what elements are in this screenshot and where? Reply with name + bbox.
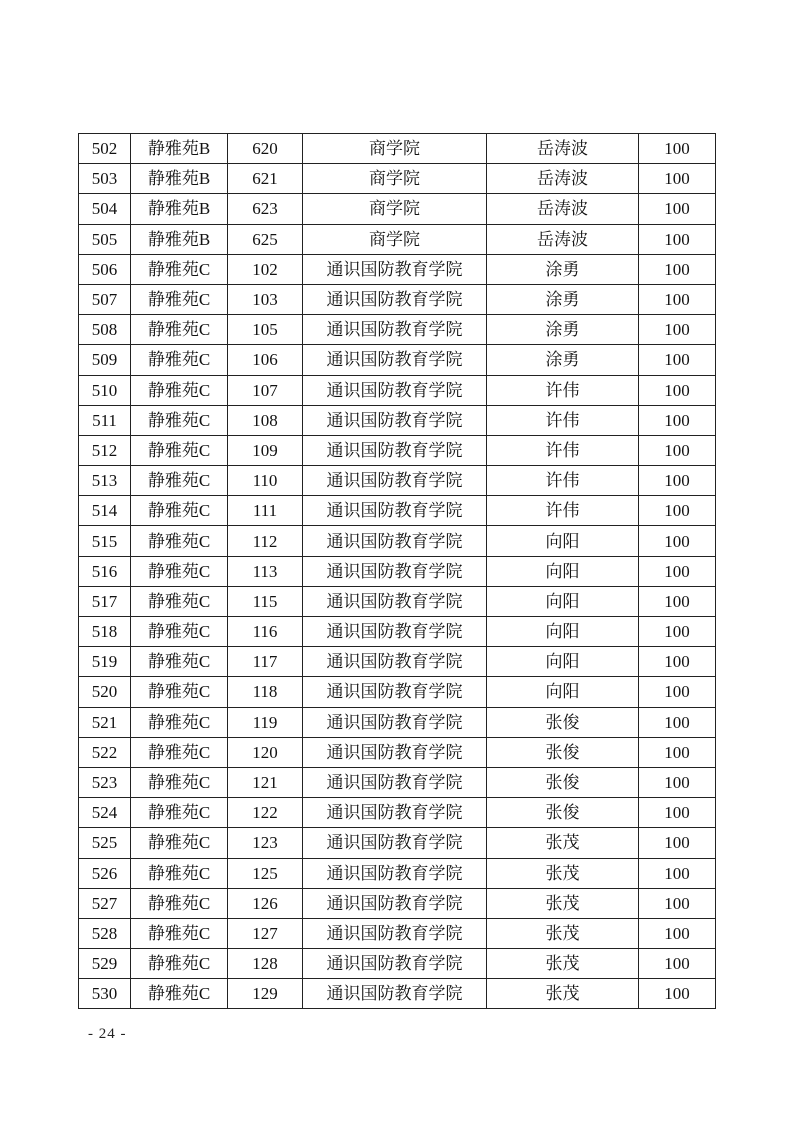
person-cell: 涂勇 <box>487 254 639 284</box>
college-cell: 通识国防教育学院 <box>303 647 487 677</box>
building-cell: 静雅苑C <box>131 526 228 556</box>
row-number-cell: 528 <box>79 918 131 948</box>
college-cell: 通识国防教育学院 <box>303 345 487 375</box>
person-cell: 许伟 <box>487 405 639 435</box>
college-cell: 通识国防教育学院 <box>303 466 487 496</box>
room-cell: 625 <box>228 224 303 254</box>
college-cell: 商学院 <box>303 134 487 164</box>
score-cell: 100 <box>639 315 716 345</box>
table-row <box>79 496 716 526</box>
room-cell: 111 <box>228 496 303 526</box>
room-cell: 119 <box>228 707 303 737</box>
person-cell: 许伟 <box>487 435 639 465</box>
score-cell: 100 <box>639 798 716 828</box>
row-number-cell: 516 <box>79 556 131 586</box>
table-row <box>79 224 716 254</box>
building-cell: 静雅苑B <box>131 134 228 164</box>
person-cell: 向阳 <box>487 586 639 616</box>
table-row <box>79 979 716 1009</box>
building-cell: 静雅苑C <box>131 405 228 435</box>
building-cell: 静雅苑C <box>131 918 228 948</box>
building-cell: 静雅苑C <box>131 496 228 526</box>
college-cell: 通识国防教育学院 <box>303 828 487 858</box>
table-row <box>79 888 716 918</box>
person-cell: 张俊 <box>487 798 639 828</box>
college-cell: 通识国防教育学院 <box>303 707 487 737</box>
person-cell: 岳涛波 <box>487 194 639 224</box>
score-cell: 100 <box>639 767 716 797</box>
building-cell: 静雅苑C <box>131 284 228 314</box>
person-cell: 张俊 <box>487 767 639 797</box>
room-cell: 113 <box>228 556 303 586</box>
score-cell: 100 <box>639 466 716 496</box>
college-cell: 通识国防教育学院 <box>303 767 487 797</box>
building-cell: 静雅苑B <box>131 164 228 194</box>
score-cell: 100 <box>639 888 716 918</box>
row-number-cell: 527 <box>79 888 131 918</box>
table-row <box>79 828 716 858</box>
person-cell: 向阳 <box>487 526 639 556</box>
building-cell: 静雅苑C <box>131 737 228 767</box>
row-number-cell: 513 <box>79 466 131 496</box>
person-cell: 许伟 <box>487 375 639 405</box>
building-cell: 静雅苑C <box>131 979 228 1009</box>
row-number-cell: 503 <box>79 164 131 194</box>
dormitory-table <box>78 133 716 1009</box>
row-number-cell: 511 <box>79 405 131 435</box>
row-number-cell: 523 <box>79 767 131 797</box>
score-cell: 100 <box>639 737 716 767</box>
college-cell: 通识国防教育学院 <box>303 254 487 284</box>
score-cell: 100 <box>639 949 716 979</box>
person-cell: 张茂 <box>487 949 639 979</box>
building-cell: 静雅苑C <box>131 647 228 677</box>
score-cell: 100 <box>639 858 716 888</box>
room-cell: 107 <box>228 375 303 405</box>
score-cell: 100 <box>639 435 716 465</box>
person-cell: 张俊 <box>487 737 639 767</box>
building-cell: 静雅苑C <box>131 466 228 496</box>
college-cell: 通识国防教育学院 <box>303 284 487 314</box>
score-cell: 100 <box>639 134 716 164</box>
building-cell: 静雅苑C <box>131 677 228 707</box>
table-row <box>79 737 716 767</box>
college-cell: 通识国防教育学院 <box>303 496 487 526</box>
row-number-cell: 520 <box>79 677 131 707</box>
row-number-cell: 510 <box>79 375 131 405</box>
college-cell: 通识国防教育学院 <box>303 405 487 435</box>
room-cell: 112 <box>228 526 303 556</box>
college-cell: 通识国防教育学院 <box>303 526 487 556</box>
building-cell: 静雅苑C <box>131 315 228 345</box>
building-cell: 静雅苑B <box>131 194 228 224</box>
table-row <box>79 677 716 707</box>
room-cell: 621 <box>228 164 303 194</box>
room-cell: 623 <box>228 194 303 224</box>
building-cell: 静雅苑C <box>131 767 228 797</box>
room-cell: 125 <box>228 858 303 888</box>
room-cell: 109 <box>228 435 303 465</box>
row-number-cell: 522 <box>79 737 131 767</box>
college-cell: 通识国防教育学院 <box>303 979 487 1009</box>
room-cell: 620 <box>228 134 303 164</box>
room-cell: 118 <box>228 677 303 707</box>
building-cell: 静雅苑C <box>131 707 228 737</box>
score-cell: 100 <box>639 556 716 586</box>
building-cell: 静雅苑C <box>131 375 228 405</box>
person-cell: 张茂 <box>487 888 639 918</box>
college-cell: 通识国防教育学院 <box>303 677 487 707</box>
row-number-cell: 526 <box>79 858 131 888</box>
score-cell: 100 <box>639 405 716 435</box>
person-cell: 张俊 <box>487 707 639 737</box>
row-number-cell: 521 <box>79 707 131 737</box>
row-number-cell: 517 <box>79 586 131 616</box>
score-cell: 100 <box>639 647 716 677</box>
row-number-cell: 502 <box>79 134 131 164</box>
score-cell: 100 <box>639 194 716 224</box>
person-cell: 岳涛波 <box>487 164 639 194</box>
building-cell: 静雅苑C <box>131 556 228 586</box>
building-cell: 静雅苑C <box>131 254 228 284</box>
score-cell: 100 <box>639 375 716 405</box>
score-cell: 100 <box>639 617 716 647</box>
college-cell: 通识国防教育学院 <box>303 918 487 948</box>
row-number-cell: 519 <box>79 647 131 677</box>
person-cell: 许伟 <box>487 466 639 496</box>
table-body <box>79 134 716 1009</box>
table-row <box>79 586 716 616</box>
row-number-cell: 515 <box>79 526 131 556</box>
row-number-cell: 509 <box>79 345 131 375</box>
room-cell: 117 <box>228 647 303 677</box>
table-row <box>79 556 716 586</box>
room-cell: 108 <box>228 405 303 435</box>
table-row <box>79 707 716 737</box>
college-cell: 通识国防教育学院 <box>303 858 487 888</box>
person-cell: 涂勇 <box>487 345 639 375</box>
room-cell: 127 <box>228 918 303 948</box>
person-cell: 向阳 <box>487 617 639 647</box>
room-cell: 126 <box>228 888 303 918</box>
row-number-cell: 512 <box>79 435 131 465</box>
table-row <box>79 315 716 345</box>
row-number-cell: 506 <box>79 254 131 284</box>
room-cell: 102 <box>228 254 303 284</box>
score-cell: 100 <box>639 254 716 284</box>
college-cell: 通识国防教育学院 <box>303 556 487 586</box>
college-cell: 商学院 <box>303 164 487 194</box>
score-cell: 100 <box>639 979 716 1009</box>
college-cell: 通识国防教育学院 <box>303 586 487 616</box>
person-cell: 张茂 <box>487 979 639 1009</box>
building-cell: 静雅苑C <box>131 798 228 828</box>
college-cell: 通识国防教育学院 <box>303 737 487 767</box>
table-row <box>79 284 716 314</box>
table-row <box>79 798 716 828</box>
table-row <box>79 194 716 224</box>
college-cell: 通识国防教育学院 <box>303 435 487 465</box>
building-cell: 静雅苑C <box>131 617 228 647</box>
table-row <box>79 254 716 284</box>
person-cell: 张茂 <box>487 858 639 888</box>
college-cell: 通识国防教育学院 <box>303 888 487 918</box>
person-cell: 张茂 <box>487 918 639 948</box>
score-cell: 100 <box>639 586 716 616</box>
room-cell: 122 <box>228 798 303 828</box>
table-row <box>79 526 716 556</box>
row-number-cell: 514 <box>79 496 131 526</box>
table-row <box>79 345 716 375</box>
score-cell: 100 <box>639 345 716 375</box>
table-row <box>79 617 716 647</box>
table-row <box>79 435 716 465</box>
row-number-cell: 518 <box>79 617 131 647</box>
college-cell: 通识国防教育学院 <box>303 949 487 979</box>
score-cell: 100 <box>639 677 716 707</box>
table-row <box>79 858 716 888</box>
college-cell: 商学院 <box>303 224 487 254</box>
table-row <box>79 375 716 405</box>
room-cell: 103 <box>228 284 303 314</box>
row-number-cell: 529 <box>79 949 131 979</box>
table-row <box>79 405 716 435</box>
building-cell: 静雅苑C <box>131 345 228 375</box>
building-cell: 静雅苑C <box>131 435 228 465</box>
person-cell: 向阳 <box>487 677 639 707</box>
table-row <box>79 466 716 496</box>
room-cell: 116 <box>228 617 303 647</box>
person-cell: 向阳 <box>487 647 639 677</box>
row-number-cell: 524 <box>79 798 131 828</box>
score-cell: 100 <box>639 828 716 858</box>
room-cell: 106 <box>228 345 303 375</box>
room-cell: 123 <box>228 828 303 858</box>
score-cell: 100 <box>639 224 716 254</box>
building-cell: 静雅苑C <box>131 858 228 888</box>
person-cell: 涂勇 <box>487 315 639 345</box>
score-cell: 100 <box>639 918 716 948</box>
room-cell: 121 <box>228 767 303 797</box>
college-cell: 通识国防教育学院 <box>303 315 487 345</box>
score-cell: 100 <box>639 284 716 314</box>
row-number-cell: 525 <box>79 828 131 858</box>
building-cell: 静雅苑C <box>131 586 228 616</box>
score-cell: 100 <box>639 526 716 556</box>
person-cell: 涂勇 <box>487 284 639 314</box>
table-row <box>79 164 716 194</box>
room-cell: 128 <box>228 949 303 979</box>
person-cell: 向阳 <box>487 556 639 586</box>
person-cell: 许伟 <box>487 496 639 526</box>
table-row <box>79 647 716 677</box>
page-number: - 24 - <box>88 1026 127 1042</box>
person-cell: 岳涛波 <box>487 134 639 164</box>
table-row <box>79 918 716 948</box>
building-cell: 静雅苑C <box>131 828 228 858</box>
score-cell: 100 <box>639 164 716 194</box>
building-cell: 静雅苑C <box>131 949 228 979</box>
row-number-cell: 505 <box>79 224 131 254</box>
row-number-cell: 508 <box>79 315 131 345</box>
row-number-cell: 530 <box>79 979 131 1009</box>
room-cell: 115 <box>228 586 303 616</box>
building-cell: 静雅苑C <box>131 888 228 918</box>
table-row <box>79 767 716 797</box>
room-cell: 110 <box>228 466 303 496</box>
college-cell: 通识国防教育学院 <box>303 617 487 647</box>
college-cell: 商学院 <box>303 194 487 224</box>
college-cell: 通识国防教育学院 <box>303 375 487 405</box>
row-number-cell: 504 <box>79 194 131 224</box>
room-cell: 120 <box>228 737 303 767</box>
score-cell: 100 <box>639 496 716 526</box>
person-cell: 岳涛波 <box>487 224 639 254</box>
room-cell: 105 <box>228 315 303 345</box>
score-cell: 100 <box>639 707 716 737</box>
person-cell: 张茂 <box>487 828 639 858</box>
room-cell: 129 <box>228 979 303 1009</box>
row-number-cell: 507 <box>79 284 131 314</box>
table-row <box>79 134 716 164</box>
table-row <box>79 949 716 979</box>
building-cell: 静雅苑B <box>131 224 228 254</box>
college-cell: 通识国防教育学院 <box>303 798 487 828</box>
